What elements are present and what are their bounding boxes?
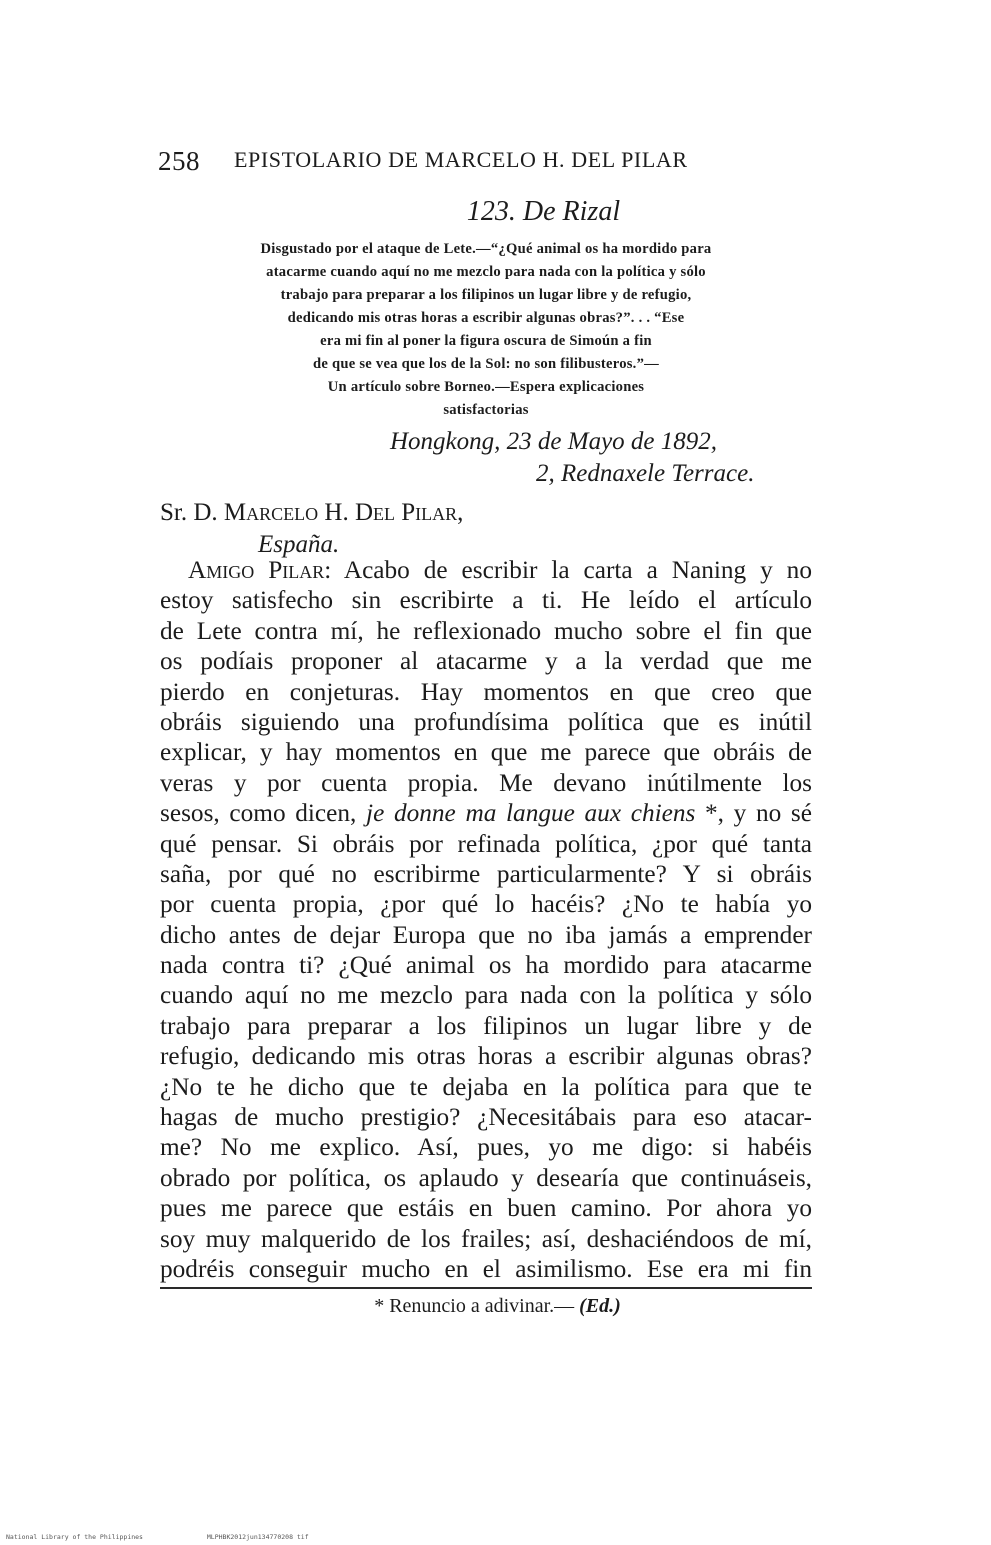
footnote-text: * Renuncio a adivinar.— <box>374 1295 580 1317</box>
scan-source: National Library of the Philippines <box>6 1533 143 1541</box>
body-line: podréis conseguir mucho en el asimilismo. Ese era mi fin <box>160 1254 812 1283</box>
body-line: obrado por política, os aplaudo y desearía que continuáseis, <box>160 1163 812 1192</box>
body-line: saña, por qué no escribirme particularmente? Y si obráis <box>160 859 812 888</box>
body-line: ¿No te he dicho que te dejaba en la política para que te <box>160 1072 812 1101</box>
dateline-place-date: Hongkong, 23 de Mayo de 1892, <box>390 428 718 455</box>
recipient-prefix: Sr. D. <box>160 499 224 526</box>
body-line: pierdo en conjeturas. Hay momentos en que creo que <box>160 677 812 706</box>
running-title: EPISTOLARIO DE MARCELO H. DEL PILAR <box>234 147 688 172</box>
body-line: veras y por cuenta propia. Me devano inútilmente los <box>160 768 812 797</box>
body-line: qué pensar. Si obráis por refinada política, ¿por qué tanta <box>160 829 812 858</box>
recipient-name: Marcelo H. Del Pilar, <box>223 499 464 526</box>
summary-line: de que se vea que los de la Sol: no son filibusteros.”— <box>313 356 659 372</box>
letter-title: 123. De Rizal <box>466 196 621 227</box>
running-head <box>158 142 818 182</box>
body-line: estoy satisfecho sin escribirte a ti. He leído el artículo <box>160 586 812 615</box>
dateline <box>390 426 790 490</box>
page-number: 258 <box>158 146 200 176</box>
footnote-divider <box>160 1287 812 1289</box>
summary-line: atacarme cuando aquí no me mezclo para nada con la política y sólo <box>266 264 706 280</box>
french-phrase: je donne ma langue aux chiens <box>366 799 696 828</box>
body-line: me? No me explico. Así, pues, yo me digo: si habéis <box>160 1133 812 1162</box>
recipient-name-line <box>160 497 463 529</box>
summary-line: era mi fin al poner la figura oscura de Simoún a fin <box>320 333 652 349</box>
body-line: cuando aquí no me mezclo para nada con la política y sólo <box>160 981 812 1010</box>
letter-body <box>160 555 812 1284</box>
body-line: soy muy malquerido de los frailes; así, deshaciéndoos de mí, <box>160 1224 812 1253</box>
body-line: por cuenta propia, ¿por qué lo hacéis? ¿No te había yo <box>160 890 812 919</box>
body-text-segment: sesos, como dicen, <box>160 799 357 828</box>
body-line <box>160 798 812 828</box>
body-line: trabajo para preparar a los filipinos un lugar libre y de <box>160 1011 812 1040</box>
body-line: refugio, dedicando mis otras horas a escribir algunas obras? <box>160 1042 812 1071</box>
summary-line: trabajo para preparar a los filipinos un lugar libre y de refugio, <box>280 287 692 303</box>
footnote <box>0 1295 991 1318</box>
body-text-segment: *, y no sé <box>705 799 813 828</box>
summary-line: Disgustado por el ataque de Lete.—“¿Qué animal os ha mordido para <box>260 241 712 257</box>
body-line: obráis siguiendo una profundísima política que es inútil <box>160 707 812 736</box>
salutation: Amigo Pilar: <box>188 556 332 584</box>
body-line: de Lete contra mí, he reflexionado mucho sobre el fin que <box>160 616 812 645</box>
body-line: dicho antes de dejar Europa que no iba jamás a emprender <box>160 920 812 949</box>
body-line: hagas de mucho prestigio? ¿Necesitábais para eso atacar- <box>160 1103 812 1132</box>
recipient <box>160 497 463 561</box>
summary-line: dedicando mis otras horas a escribir algunas obras?”. . . “Ese <box>287 310 685 326</box>
body-first-text: Acabo de escribir la carta a Naning y no <box>343 556 812 584</box>
body-line: os podíais proponer al atacarme y a la verdad que me <box>160 647 812 676</box>
scan-footer <box>6 1533 369 1541</box>
footnote-editor-mark: (Ed.) <box>579 1295 621 1317</box>
body-line: pues me parece que estáis en buen camino. Por ahora yo <box>160 1194 812 1223</box>
letter-summary <box>160 238 812 422</box>
scan-filename: MLPHBK2012jun134770208 tif <box>206 1533 309 1541</box>
dateline-address: 2, Rednaxele Terrace. <box>536 460 755 487</box>
summary-line: Un artículo sobre Borneo.—Espera explicaciones <box>327 379 645 395</box>
recipient-place: España. <box>258 531 340 558</box>
summary-line: satisfactorias <box>443 402 529 418</box>
body-line <box>160 555 812 585</box>
body-line: explicar, y hay momentos en que me parece que obráis de <box>160 738 812 767</box>
body-line: nada contra ti? ¿Qué animal os ha mordido para atacarme <box>160 951 812 980</box>
